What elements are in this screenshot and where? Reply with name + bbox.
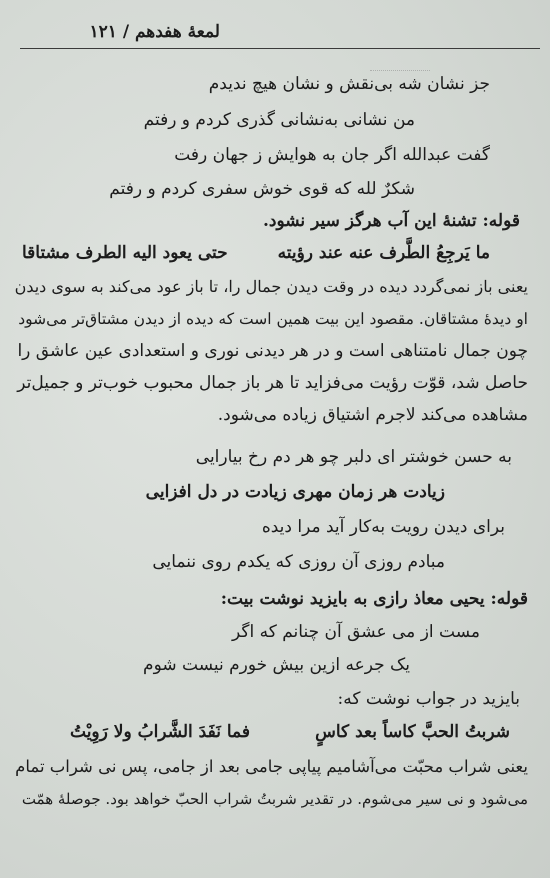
prose-line: چون جمال نامتناهی است و در هر دیدنی نوری و استعدادی عین عاشق را [17,341,528,361]
prose-line: مشاهده می‌کند لاجرم اشتیاق زیاده می‌شود. [217,405,528,425]
verse-line: مبادم روزی آن روزی که یکدم روی ننمایی [152,552,445,572]
arabic-hemistich-right: ما یَرجِعُ الطَّرف عنه عند رؤیته [277,243,490,263]
verse-line: مست از می عشق آن چنانم که اگر [232,622,480,642]
prose-line: یعنی شراب محبّت می‌آشامیم پیاپی جامی بعد از جامی، پس نی شراب تمام [15,757,528,776]
verse-line: من نشانی به‌نشانی گذری کردم و رفتم [143,110,415,130]
arabic-hemistich-left: حتی یعود الیه الطرف مشتاقا [22,243,228,263]
running-head: لمعهٔ هفدهم / ۱۲۱ [89,22,220,42]
verse-line: زیادت هر زمان مهری زیادت در دل افزایی [145,482,445,502]
page-header [20,18,540,49]
arabic-hemistich-right: شربتُ الحبَّ کاساً بعد کاسٍ [315,722,510,742]
prose-line: یعنی باز نمی‌گردد دیده در وقت دیدن جمال را، تا باز عود می‌کند به سوی دیدن [14,277,528,296]
verse-line: جز نشان شه بی‌نقش و نشان هیچ ندیدم [208,74,490,94]
prose-line: او دیدهٔ مشتاقان. مقصود این بیت همین است که دیده از دیدن مشتاق‌تر می‌شود [18,310,528,328]
verse-line: شکرٌ لله که قوی خوش سفری کردم و رفتم [109,179,415,199]
verse-line: برای دیدن رویت به‌کار آید مرا دیده [261,517,505,537]
quote-heading: قوله: یحیی معاذ رازی به بایزید نوشت بیت: [220,589,528,609]
verse-line: به حسن خوشتر ای دلبر چو هر دم رخ بیارایی [195,447,512,467]
quote-heading: قوله: تشنهٔ این آب هرگز سیر نشود. [263,211,520,231]
prose-line: بایزید در جواب نوشت که: [337,689,520,709]
arabic-hemistich-left: فما نَفَدَ الشَّرابُ ولا رَوِیْتُ [70,722,250,742]
prose-line: حاصل شد، قوّت رؤیت می‌فزاید تا هر باز جمال محبوب خوب‌تر و جمیل‌تر [17,373,528,393]
verse-line: گفت عبدالله اگر جان به هوایش ز جهان رفت [174,145,490,165]
verse-line: یک جرعه ازین بیش خورم نیست شوم [143,655,410,675]
prose-line: می‌شود و نی سیر می‌شوم. در تقدیر شربتُ شراب الحبّ خواهد بود. جوصلهٔ همّت [21,790,528,808]
